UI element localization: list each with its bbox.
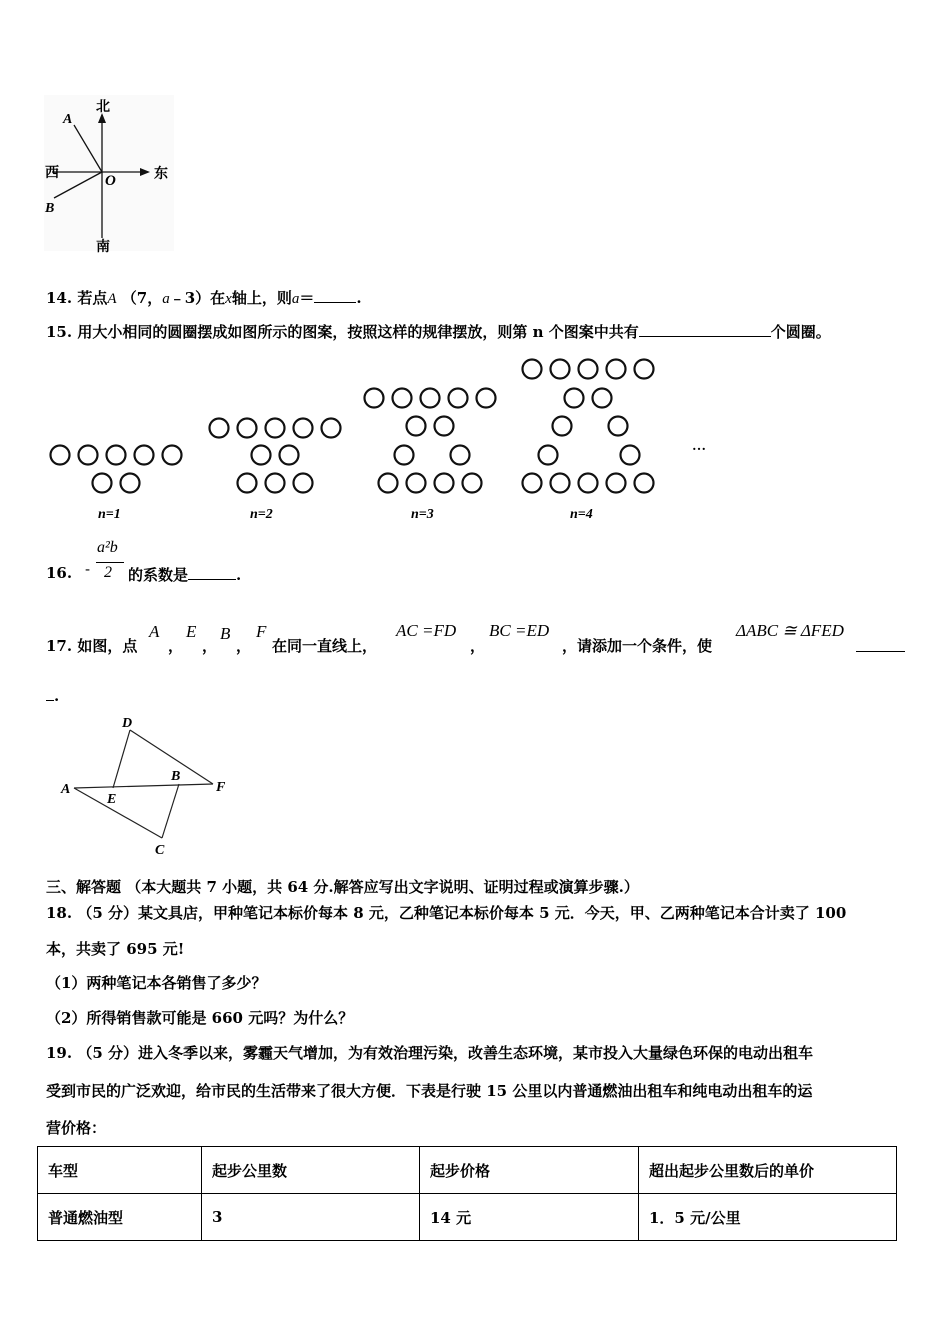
answer-blank-16[interactable]: [188, 565, 236, 580]
q16-fraction-bar: [96, 562, 124, 563]
triangle-figure: [58, 712, 238, 860]
pattern-circle: [266, 419, 285, 438]
pattern-circle: [135, 446, 154, 465]
answer-blank-15[interactable]: [639, 322, 771, 337]
q16-denominator: 2: [104, 564, 112, 581]
answer-blank-17[interactable]: [856, 637, 905, 652]
q19-line-3: 营价格：: [46, 1119, 107, 1137]
fig-label-a: A: [61, 782, 71, 797]
fig-label-d: D: [122, 716, 133, 731]
pattern-circle: [635, 474, 654, 493]
q19-line-1: 19. （5 分）进入冬季以来，雾霾天气增加，为有效治理污染，改善生态环境，某市投入大量绿色环保的电动出租车: [46, 1044, 813, 1062]
pattern-label-1: n=1: [98, 507, 121, 522]
pattern-circle: [294, 419, 313, 438]
pattern-circle: [449, 389, 468, 408]
pattern-circle: [435, 474, 454, 493]
pattern-circle: [280, 446, 299, 465]
pattern-circle: [121, 474, 140, 493]
pattern-circle: [523, 474, 542, 493]
compass-south: 南: [96, 240, 110, 253]
pattern-circle: [635, 360, 654, 379]
pattern-circle: [579, 360, 598, 379]
q16-numerator: a²b: [97, 539, 118, 556]
pattern-circle: [93, 474, 112, 493]
q17-point-b: B: [220, 624, 231, 643]
table-cell: 14 元: [420, 1194, 639, 1241]
pattern-circle: [609, 417, 628, 436]
pattern-circle: [322, 419, 341, 438]
question-16: 16.: [46, 564, 73, 582]
q17-eq2: BC =ED: [489, 621, 550, 640]
q17-text-2: 在同一直线上，: [272, 637, 378, 655]
pattern-circle: [238, 474, 257, 493]
pattern-circle: [163, 446, 182, 465]
table-header: 起步公里数: [202, 1147, 420, 1194]
fig-label-c: C: [155, 843, 165, 858]
pattern-circle: [477, 389, 496, 408]
table-cell: 普通燃油型: [38, 1194, 202, 1241]
compass-label-a: A: [63, 112, 73, 127]
q18-sub-1: （1）两种笔记本各销售了多少？: [46, 974, 267, 992]
pattern-circle: [407, 417, 426, 436]
q18-sub-2: （2）所得销售款可能是 660 元吗？为什么？: [46, 1009, 354, 1027]
pattern-circle: [365, 389, 384, 408]
pattern-circle: [266, 474, 285, 493]
pattern-circle: [551, 474, 570, 493]
table-header: 超出起步公里数后的单价: [639, 1147, 897, 1194]
q17-eq1: AC =FD: [396, 621, 457, 640]
pattern-circle: [393, 389, 412, 408]
pattern-label-2: n=2: [250, 507, 273, 522]
pattern-circle: [451, 446, 470, 465]
pattern-circle: [539, 446, 558, 465]
question-14: 14. 若点A （7，a﹣3）在x轴上，则a＝ .: [46, 289, 362, 307]
pattern-circle: [407, 474, 426, 493]
table-cell: 3: [202, 1194, 420, 1241]
pattern-circle: [294, 474, 313, 493]
question-17-num: 17. 如图，点: [46, 637, 138, 655]
q18-line-2: 本，共卖了 695 元!: [46, 940, 185, 958]
pattern-circle: [463, 474, 482, 493]
pattern-circle: [593, 389, 612, 408]
fig-label-e: E: [107, 792, 117, 807]
q17-text-3: ，请添加一个条件，使: [562, 637, 713, 655]
pattern-ellipsis: …: [692, 439, 706, 454]
pattern-circle: [395, 446, 414, 465]
pattern-circle: [435, 417, 454, 436]
pattern-label-3: n=3: [411, 507, 434, 522]
pattern-circle: [107, 446, 126, 465]
pattern-label-4: n=4: [570, 507, 593, 522]
q17-end: .: [46, 686, 59, 705]
compass-label-o: O: [105, 173, 116, 189]
q16-text: 的系数是 .: [128, 566, 242, 584]
q17-point-f: F: [256, 622, 267, 641]
pattern-circle: [607, 360, 626, 379]
fig-label-f: F: [216, 780, 226, 795]
table-header: 起步价格: [420, 1147, 639, 1194]
compass-figure: [44, 95, 176, 253]
circle-pattern-figure: [40, 350, 740, 530]
fig-label-b: B: [171, 769, 181, 784]
compass-north: 北: [96, 100, 110, 115]
pattern-circle: [421, 389, 440, 408]
pattern-circle: [621, 446, 640, 465]
pattern-circle: [579, 474, 598, 493]
pattern-circle: [607, 474, 626, 493]
q17-point-a: A: [149, 622, 160, 641]
pattern-circle: [551, 360, 570, 379]
answer-blank-14[interactable]: [314, 288, 356, 303]
pattern-circle: [252, 446, 271, 465]
compass-label-b: B: [45, 201, 55, 216]
pattern-circle: [565, 389, 584, 408]
table-row: [38, 1194, 897, 1241]
pattern-circle: [210, 419, 229, 438]
pattern-circle: [79, 446, 98, 465]
pattern-circle: [238, 419, 257, 438]
table-header: 车型: [38, 1147, 202, 1194]
q18-line-1: 18. （5 分）某文具店，甲种笔记本标价每本 8 元，乙种笔记本标价每本 5 元．今天，甲、乙两种笔记本合计卖了 100: [46, 904, 847, 922]
compass-west: 西: [45, 166, 59, 181]
pattern-circle: [51, 446, 70, 465]
q17-congruence: ΔABC ≅ ΔFED: [736, 621, 844, 640]
q19-line-2: 受到市民的广泛欢迎，给市民的生活带来了很大方便．下表是行驶 15 公里以内普通燃油出租车和纯电动出租车的运: [46, 1082, 813, 1100]
pattern-circle: [523, 360, 542, 379]
q17-point-e: E: [186, 622, 197, 641]
fare-table: [37, 1146, 897, 1241]
pattern-circle: [379, 474, 398, 493]
section-3-heading: 三、解答题 （本大题共 7 小题，共 64 分.解答应写出文字说明、证明过程或演算步骤.）: [46, 878, 639, 896]
pattern-circle: [553, 417, 572, 436]
table-header-row: [38, 1147, 897, 1194]
question-15: 15. 用大小相同的圆圈摆成如图所示的图案，按照这样的规律摆放，则第 n 个图案中共有 个圆圈。: [46, 323, 831, 341]
table-cell: 1．5 元/公里: [639, 1194, 897, 1241]
q16-sign: -: [85, 560, 91, 578]
compass-east: 东: [154, 167, 168, 182]
